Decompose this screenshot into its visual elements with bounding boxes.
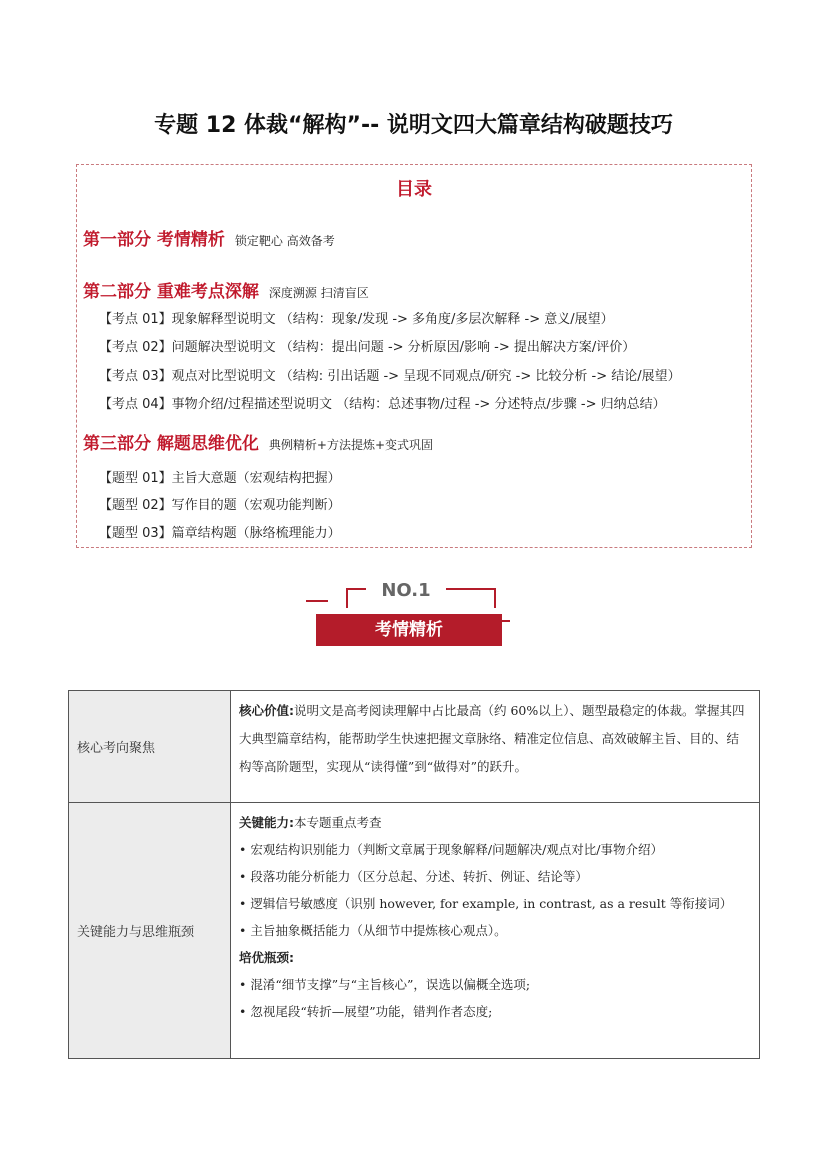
page-title: 专题 12 体裁“解构”-- 说明文四大篇章结构破题技巧 bbox=[154, 113, 673, 138]
list-item: • 混淆“细节支撑”与“主旨核心”，误选以偏概全选项; bbox=[239, 977, 531, 992]
row-label-core-focus: 核心考向聚焦 bbox=[69, 691, 231, 803]
list-item: • 忽视尾段“转折—展望”功能，错判作者态度; bbox=[239, 1004, 493, 1019]
toc-item-kaodian-01[interactable]: 【考点 01】现象解释型说明文 （结构：现象/发现 -> 多角度/多层次解释 -> 意义/展望） bbox=[99, 312, 614, 327]
list-item: • 宏观结构识别能力（判断文章属于现象解释/问题解决/观点对比/事物介绍） bbox=[239, 842, 663, 857]
toc-part-2-subtitle: 深度溯源 扫清盲区 bbox=[268, 286, 369, 300]
toc-part-3[interactable] bbox=[83, 429, 433, 454]
core-value-cell bbox=[231, 691, 760, 803]
toc-part-3-subtitle: 典例精析+方法提炼+变式巩固 bbox=[268, 438, 434, 452]
key-abilities-cell bbox=[231, 803, 760, 1059]
list-item: • 段落功能分析能力（区分总起、分述、转折、例证、结论等） bbox=[239, 869, 588, 884]
info-table bbox=[68, 690, 760, 1059]
list-item: • 主旨抽象概括能力（从细节中提炼核心观点）。 bbox=[239, 923, 507, 938]
core-value-text: 说明文是高考阅读理解中占比最高（约 60%以上）、题型最稳定的体裁。掌握其四大典型篇章结构，能帮助学生快速把握文章脉络、精准定位信息、高效破解主旨、目的、结构等高阶题型，实现从“读得懂”到“做得对”的跃升。 bbox=[239, 703, 745, 774]
core-value-paragraph bbox=[239, 697, 751, 781]
toc-item-kaodian-04[interactable]: 【考点 04】事物介绍/过程描述型说明文 （结构：总述事物/过程 -> 分述特点/步骤 -> 归纳总结） bbox=[99, 397, 666, 412]
banner-left-line bbox=[306, 600, 328, 602]
toc-part-3-title: 第三部分 解题思维优化 bbox=[83, 434, 259, 454]
toc-item-tixing-02[interactable]: 【题型 02】写作目的题（宏观功能判断） bbox=[99, 498, 341, 513]
key-ability-text: 本专题重点考查 bbox=[294, 815, 382, 830]
table-row bbox=[69, 803, 760, 1059]
bottleneck-label: 培优瓶颈: bbox=[239, 950, 294, 965]
toc-part-1[interactable] bbox=[83, 225, 335, 250]
section-banner bbox=[306, 580, 510, 650]
toc-part-1-subtitle: 锁定靶心 高效备考 bbox=[234, 234, 335, 248]
toc-item-kaodian-03[interactable]: 【考点 03】观点对比型说明文 （结构: 引出话题 -> 呈现不同观点/研究 -> 比较分析 -> 结论/展望） bbox=[99, 369, 681, 384]
list-item: • 逻辑信号敏感度（识别 however, for example, in contrast, as a result 等衔接词） bbox=[239, 896, 733, 911]
row-label-key-abilities: 关键能力与思维瓶颈 bbox=[69, 803, 231, 1059]
toc-item-tixing-03[interactable]: 【题型 03】篇章结构题（脉络梳理能力） bbox=[99, 526, 341, 541]
toc-heading: 目录 bbox=[396, 179, 432, 200]
table-of-contents bbox=[76, 164, 752, 548]
key-ability-label: 关键能力: bbox=[239, 815, 294, 830]
banner-label: 考情精析 bbox=[316, 614, 502, 646]
toc-item-kaodian-02[interactable]: 【考点 02】问题解决型说明文 （结构：提出问题 -> 分析原因/影响 -> 提出解决方案/评价） bbox=[99, 340, 636, 355]
core-value-label: 核心价值: bbox=[239, 703, 294, 718]
toc-part-1-title: 第一部分 考情精析 bbox=[83, 230, 225, 250]
bottleneck-heading bbox=[239, 944, 751, 971]
toc-part-2-title: 第二部分 重难考点深解 bbox=[83, 282, 259, 302]
toc-item-tixing-01[interactable]: 【题型 01】主旨大意题（宏观结构把握） bbox=[99, 471, 341, 486]
key-ability-heading bbox=[239, 809, 751, 836]
toc-part-2[interactable] bbox=[83, 277, 369, 302]
table-row bbox=[69, 691, 760, 803]
banner-number: NO.1 bbox=[366, 580, 446, 601]
